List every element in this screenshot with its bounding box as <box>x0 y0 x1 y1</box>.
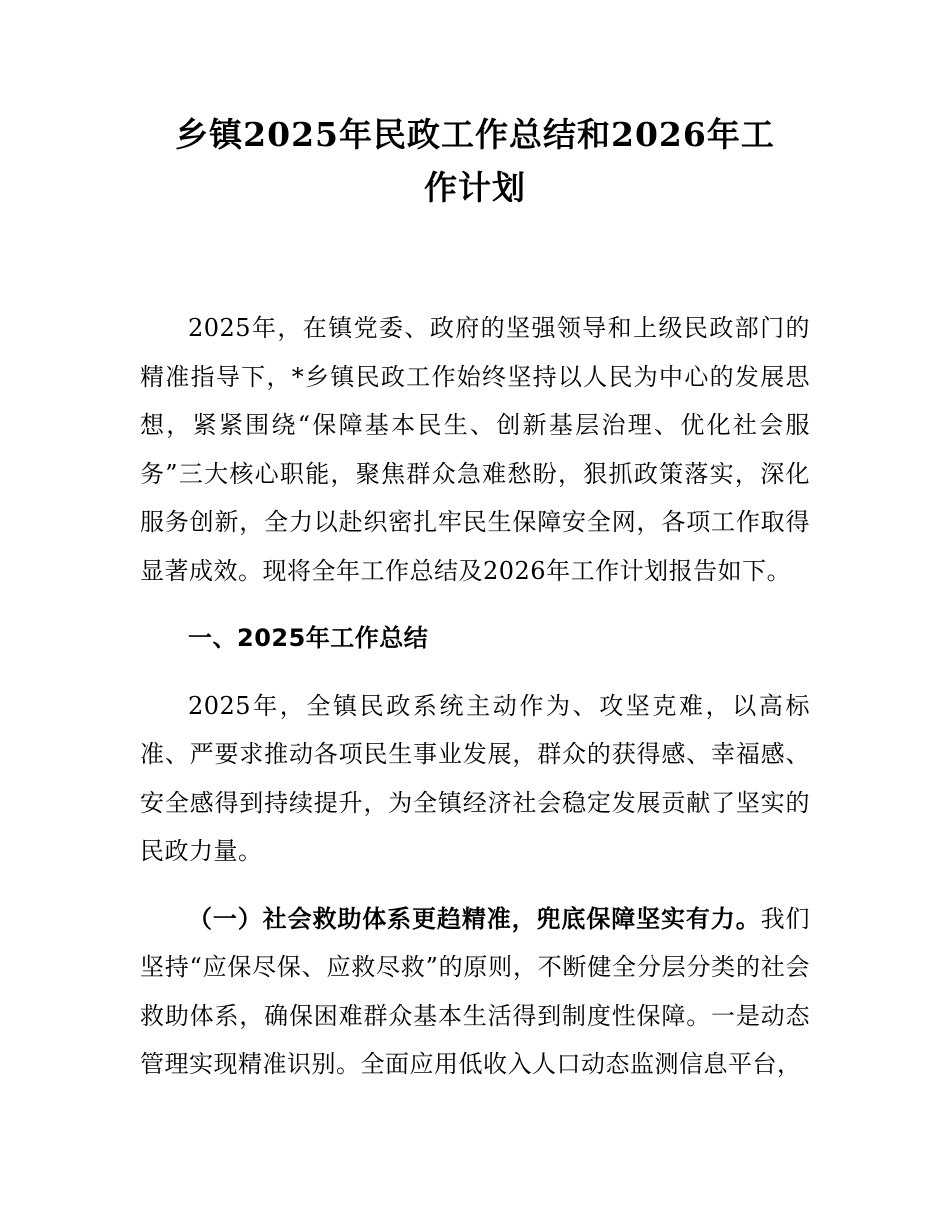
subsection-one-lead: （一）社会救助体系更趋精准，兜底保障坚实有力。 <box>188 904 761 933</box>
subsection-one-body: 我们坚持“应保尽保、应救尽救”的原则，不断健全分层分类的社会救助体系，确保困难群众基本生活得到制度性保障。一是动态管理实现精准识别。全面应用低收入人口动态监测信息平台， <box>140 904 811 1078</box>
paragraph-intro: 2025年，在镇党委、政府的坚强领导和上级民政部门的精准指导下，*乡镇民政工作始终坚持以人民为中心的发展思想，紧紧围绕“保障基本民生、创新基层治理、优化社会服务”三大核心职能，聚焦群众急难愁盼，狠抓政策落实，深化服务创新，全力以赴织密扎牢民生保障安全网，各项工作取得显著成效。现将全年工作总结及2026年工作计划报告如下。 <box>140 314 810 585</box>
paragraph-overview: 2025年，全镇民政系统主动作为、攻坚克难，以高标准、严要求推动各项民生事业发展，群众的获得感、幸福感、安全感得到持续提升，为全镇经济社会稳定发展贡献了坚实的民政力量。 <box>140 691 810 865</box>
section-heading-2025-summary: 一、2025年工作总结 <box>188 624 429 652</box>
document-title: 乡镇2025年民政工作总结和2026年工作计划 <box>175 115 775 207</box>
paragraph-subsection-one <box>140 895 810 1089</box>
